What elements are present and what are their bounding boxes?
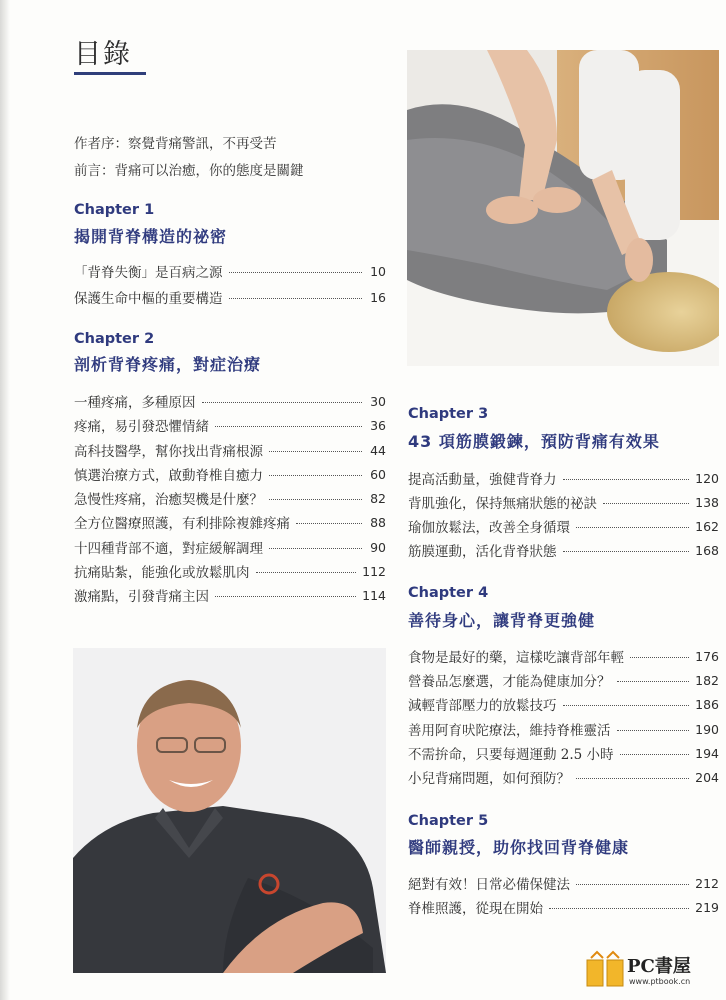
intro-preface: 作者序：察覺背痛警訊，不再受苦 <box>74 136 277 152</box>
toc-entry-title: 減輕背部壓力的放鬆技巧 <box>408 698 557 714</box>
toc-entry-title: 高科技醫學，幫你找出背痛根源 <box>74 444 263 460</box>
leader-dots <box>617 681 690 682</box>
toc-entry-page: 182 <box>695 672 719 688</box>
toc-entry[interactable] <box>408 743 719 763</box>
toc-entry-page: 90 <box>370 539 386 555</box>
leader-dots <box>229 298 363 299</box>
leader-dots <box>269 451 362 452</box>
leader-dots <box>620 754 690 755</box>
toc-entry-title: 疼痛，易引發恐懼情緒 <box>74 419 209 435</box>
toc-entry-page: 204 <box>695 769 719 785</box>
page-title: 目錄 <box>74 39 132 70</box>
toc-entry[interactable] <box>74 585 386 605</box>
author-portrait <box>73 648 386 973</box>
leader-dots <box>269 499 362 500</box>
leader-dots <box>563 551 690 552</box>
toc-entry-page: 168 <box>695 542 719 558</box>
leader-dots <box>563 479 690 480</box>
toc-entry-page: 120 <box>695 470 719 486</box>
leader-dots <box>269 548 362 549</box>
toc-entry-title: 背肌強化，保持無痛狀態的祕訣 <box>408 496 597 512</box>
leader-dots <box>603 503 689 504</box>
toc-entry-title: 「背脊失衡」是百病之源 <box>74 265 223 281</box>
leader-dots <box>229 272 363 273</box>
toc-entry-title: 保護生命中樞的重要構造 <box>74 291 223 307</box>
toc-entry[interactable] <box>408 897 719 917</box>
toc-entry-title: 筋膜運動，活化背脊狀態 <box>408 544 557 560</box>
toc-entry[interactable] <box>408 492 719 512</box>
toc-entry-title: 一種疼痛，多種原因 <box>74 395 196 411</box>
toc-entry[interactable] <box>74 488 386 508</box>
toc-entry-page: 16 <box>370 289 386 305</box>
chapter-5-title: 醫師親授，助你找回背脊健康 <box>408 838 630 857</box>
toc-entry-title: 急慢性疼痛，治癒契機是什麼？ <box>74 492 263 508</box>
toc-entry-title: 全方位醫療照護，有利排除複雜疼痛 <box>74 516 290 532</box>
toc-entry[interactable] <box>74 464 386 484</box>
toc-entry-page: 60 <box>370 466 386 482</box>
leader-dots <box>269 475 362 476</box>
chapter-5-label: Chapter 5 <box>408 813 489 829</box>
leader-dots <box>630 657 689 658</box>
leader-dots <box>549 908 689 909</box>
toc-entry[interactable] <box>74 391 386 411</box>
toc-entry-title: 不需拚命，只要每週運動 2.5 小時 <box>408 747 614 763</box>
toc-entry-title: 脊椎照護，從現在開始 <box>408 901 543 917</box>
toc-entry-title: 營養品怎麼選，才能為健康加分？ <box>408 674 611 690</box>
toc-entry[interactable] <box>408 719 719 739</box>
title-underline <box>74 72 146 75</box>
toc-entry-page: 162 <box>695 518 719 534</box>
toc-entry-title: 提高活動量，強健背脊力 <box>408 472 557 488</box>
toc-entry-page: 176 <box>695 648 719 664</box>
toc-entry-page: 10 <box>370 263 386 279</box>
logo-url: www.ptbook.cn <box>629 977 691 986</box>
toc-entry[interactable] <box>408 540 719 560</box>
intro-foreword: 前言：背痛可以治癒，你的態度是關鍵 <box>74 163 304 179</box>
toc-entry-title: 抗痛貼紮，能強化或放鬆肌肉 <box>74 565 250 581</box>
toc-entry-page: 138 <box>695 494 719 510</box>
leader-dots <box>576 527 689 528</box>
toc-entry-page: 36 <box>370 417 386 433</box>
toc-entry-page: 186 <box>695 696 719 712</box>
leader-dots <box>215 596 356 597</box>
site-logo <box>585 950 715 992</box>
toc-entry[interactable] <box>408 646 719 666</box>
toc-entry[interactable] <box>74 537 386 557</box>
toc-entry-page: 44 <box>370 442 386 458</box>
toc-entry[interactable] <box>74 415 386 435</box>
page-edge <box>0 0 10 1000</box>
toc-entry-page: 82 <box>370 490 386 506</box>
chapter-3-label: Chapter 3 <box>408 406 489 422</box>
chapter-3-title: 43 項筋膜鍛鍊，預防背痛有效果 <box>408 432 660 451</box>
massage-photo <box>407 50 719 366</box>
toc-entry-title: 十四種背部不適，對症緩解調理 <box>74 541 263 557</box>
chapter-1-label: Chapter 1 <box>74 202 155 218</box>
toc-entry-title: 激痛點，引發背痛主因 <box>74 589 209 605</box>
toc-entry-title: 食物是最好的藥，這樣吃讓背部年輕 <box>408 650 624 666</box>
toc-entry[interactable] <box>74 561 386 581</box>
toc-entry[interactable] <box>408 873 719 893</box>
leader-dots <box>617 730 690 731</box>
toc-entry[interactable] <box>408 767 719 787</box>
logo-name: PC書屋 <box>627 956 691 977</box>
toc-entry[interactable] <box>74 287 386 307</box>
chapter-4-title: 善待身心，讓背脊更強健 <box>408 611 596 630</box>
leader-dots <box>202 402 363 403</box>
toc-entry-title: 慎選治療方式，啟動脊椎自癒力 <box>74 468 263 484</box>
toc-entry-title: 瑜伽放鬆法，改善全身循環 <box>408 520 570 536</box>
toc-entry-title: 小兒背痛問題，如何預防？ <box>408 771 570 787</box>
leader-dots <box>215 426 362 427</box>
book-icon <box>585 950 625 990</box>
toc-entry-page: 219 <box>695 899 719 915</box>
leader-dots <box>576 778 689 779</box>
leader-dots <box>576 884 689 885</box>
toc-entry[interactable] <box>408 694 719 714</box>
leader-dots <box>296 523 362 524</box>
toc-entry-page: 112 <box>362 563 386 579</box>
toc-entry-page: 194 <box>695 745 719 761</box>
toc-entry-title: 絕對有效！日常必備保健法 <box>408 877 570 893</box>
toc-entry[interactable] <box>408 670 719 690</box>
leader-dots <box>563 705 690 706</box>
leader-dots <box>256 572 357 573</box>
chapter-2-title: 剖析背脊疼痛，對症治療 <box>74 355 262 374</box>
toc-entry-page: 30 <box>370 393 386 409</box>
chapter-2-label: Chapter 2 <box>74 331 155 347</box>
toc-entry[interactable] <box>74 440 386 460</box>
toc-entry-page: 212 <box>695 875 719 891</box>
chapter-1-title: 揭開背脊構造的祕密 <box>74 227 228 246</box>
toc-entry[interactable] <box>74 261 386 281</box>
toc-entry-title: 善用阿育吠陀療法，維持脊椎靈活 <box>408 723 611 739</box>
toc-entry[interactable] <box>74 512 386 532</box>
toc-entry[interactable] <box>408 468 719 488</box>
toc-entry-page: 114 <box>362 587 386 603</box>
toc-entry-page: 88 <box>370 514 386 530</box>
toc-entry-page: 190 <box>695 721 719 737</box>
chapter-4-label: Chapter 4 <box>408 585 489 601</box>
toc-entry[interactable] <box>408 516 719 536</box>
